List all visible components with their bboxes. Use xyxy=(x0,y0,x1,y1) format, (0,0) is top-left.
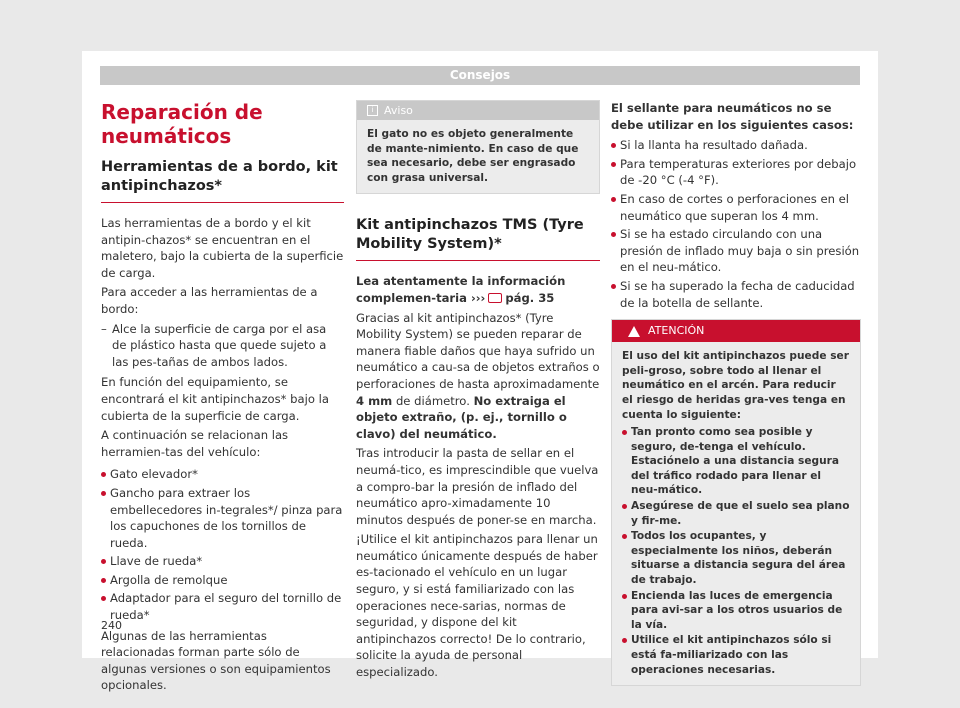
paragraph-emphasis: No extraiga el objeto extraño, (p. ej., tornillo o clavo) del neumático. xyxy=(356,393,567,441)
page-header: Consejos xyxy=(100,66,860,85)
section-title: Herramientas de a bordo, kit antipinchazos* xyxy=(101,158,344,203)
paragraph-text: de diámetro. xyxy=(395,393,470,408)
section-title: Kit antipinchazos TMS (Tyre Mobility System)* xyxy=(356,216,600,261)
list-item: Si se ha superado la fecha de caducidad de la botella de sellante. xyxy=(611,278,861,311)
paragraph: A continuación se relacionan las herramien-tas del vehículo: xyxy=(101,428,289,459)
info-icon: i xyxy=(367,105,378,116)
paragraph: En función del equipamiento, se encontrará el kit antipinchazos* bajo la cubierta de la superficie de carga. xyxy=(101,375,329,423)
list-item: Gancho para extraer los embellecedores in-tegrales*/ pinza para los capuchones de los tornillos de rueda. xyxy=(101,485,344,551)
warning-item: Asegúrese de que el suelo sea plano y fir-me. xyxy=(622,499,850,528)
warning-label: ATENCIÓN xyxy=(648,324,705,338)
warning-header xyxy=(612,320,860,342)
column-3 xyxy=(611,100,861,686)
page-number: 240 xyxy=(101,619,122,632)
paragraph: ¡Utilice el kit antipinchazos para llenar un neumático únicamente después de haber es-tacionado el vehículo en un lugar seguro, y si está familiarizado con las operaciones nece-sarias, normas de seguridad, y dispone del kit antipinchazos correcto! De lo contrario, solicite la ayuda de personal especializado. xyxy=(356,532,598,680)
list-item: Gato elevador* xyxy=(101,466,344,483)
list-item: Llave de rueda* xyxy=(101,553,344,570)
step-item: – Alce la superficie de carga por el asa de plástico hasta que quede sujeto a las pes-tañas de ambos lados. xyxy=(101,321,344,371)
note-label: Aviso xyxy=(384,104,413,117)
warning-body xyxy=(612,342,860,685)
lead-text xyxy=(356,273,600,306)
note-header xyxy=(357,101,599,120)
note-text: El gato no es objeto generalmente de mante-nimiento. En caso de que sea necesario, debe ser engrasado con grasa universal. xyxy=(357,120,599,193)
warning-item: Todos los ocupantes, y especialmente los niños, deberán situarse a distancia segura del área de trabajo. xyxy=(622,529,850,587)
list-item: Si se ha estado circulando con una presión de inflado muy baja o sin presión en el neu-mático. xyxy=(611,226,861,276)
book-link-icon[interactable] xyxy=(488,293,502,303)
list-item: Adaptador para el seguro del tornillo de rueda* xyxy=(101,590,344,623)
warning-item: Utilice el kit antipinchazos sólo si está fa-miliarizado con las operaciones necesarias. xyxy=(622,633,850,677)
warning-item: Tan pronto como sea posible y seguro, de-tenga el vehículo. Estaciónelo a una distancia segura del tráfico rodado para llenar el neu-mático. xyxy=(622,425,850,498)
note-box xyxy=(356,100,600,194)
paragraph: Algunas de las herramientas relacionadas forman parte sólo de algunas versiones o son equipamientos opcionales. xyxy=(101,628,331,693)
page-reference[interactable]: pág. 35 xyxy=(505,290,555,305)
warning-box xyxy=(611,319,861,686)
list-item: Argolla de remolque xyxy=(101,572,344,589)
paragraph: Las herramientas de a bordo y el kit antipin-chazos* se encuentran en el maletero, bajo la cubierta de la superficie de carga. xyxy=(101,216,344,280)
list-item: Si la llanta ha resultado dañada. xyxy=(611,137,861,154)
intro-text: El sellante para neumáticos no se debe utilizar en los siguientes casos: xyxy=(611,101,854,132)
paragraph-text: Gracias al kit antipinchazos* (Tyre Mobility System) se pueden reparar de manera fiable daños que haya sufrido un neumático a cau-sa de objetos extraños o perforaciones de hasta aproximadamente xyxy=(356,310,600,391)
chapter-title: Reparación de neumáticos xyxy=(101,100,263,148)
list-item: Para temperaturas exteriores por debajo de -20 °C (-4 °F). xyxy=(611,156,861,189)
warning-item: Encienda las luces de emergencia para avi-sar a los otros usuarios de la vía. xyxy=(622,589,850,633)
paragraph: Para acceder a las herramientas de a bordo: xyxy=(101,285,318,316)
column-1 xyxy=(101,100,344,697)
paragraph: Tras introducir la pasta de sellar en el neumá-tico, es imprescindible que vuelva a compro-bar la presión de inflado del neumático apro-ximadamente 10 minutos después de poner-se en marcha. xyxy=(356,446,599,527)
list-item: En caso de cortes o perforaciones en el neumático que superan los 4 mm. xyxy=(611,191,861,224)
lead-text-content: Lea atentamente la información complemen-taria ››› xyxy=(356,274,566,305)
warning-intro: El uso del kit antipinchazos puede ser peli-groso, sobre todo al llenar el neumático en el arcén. Para reducir el riesgo de heridas gra-ves tenga en cuenta lo siguiente: xyxy=(622,350,849,421)
paragraph-emphasis: 4 mm xyxy=(356,393,393,408)
warning-icon xyxy=(628,326,640,337)
column-2 xyxy=(356,100,600,684)
paragraph xyxy=(356,310,600,443)
